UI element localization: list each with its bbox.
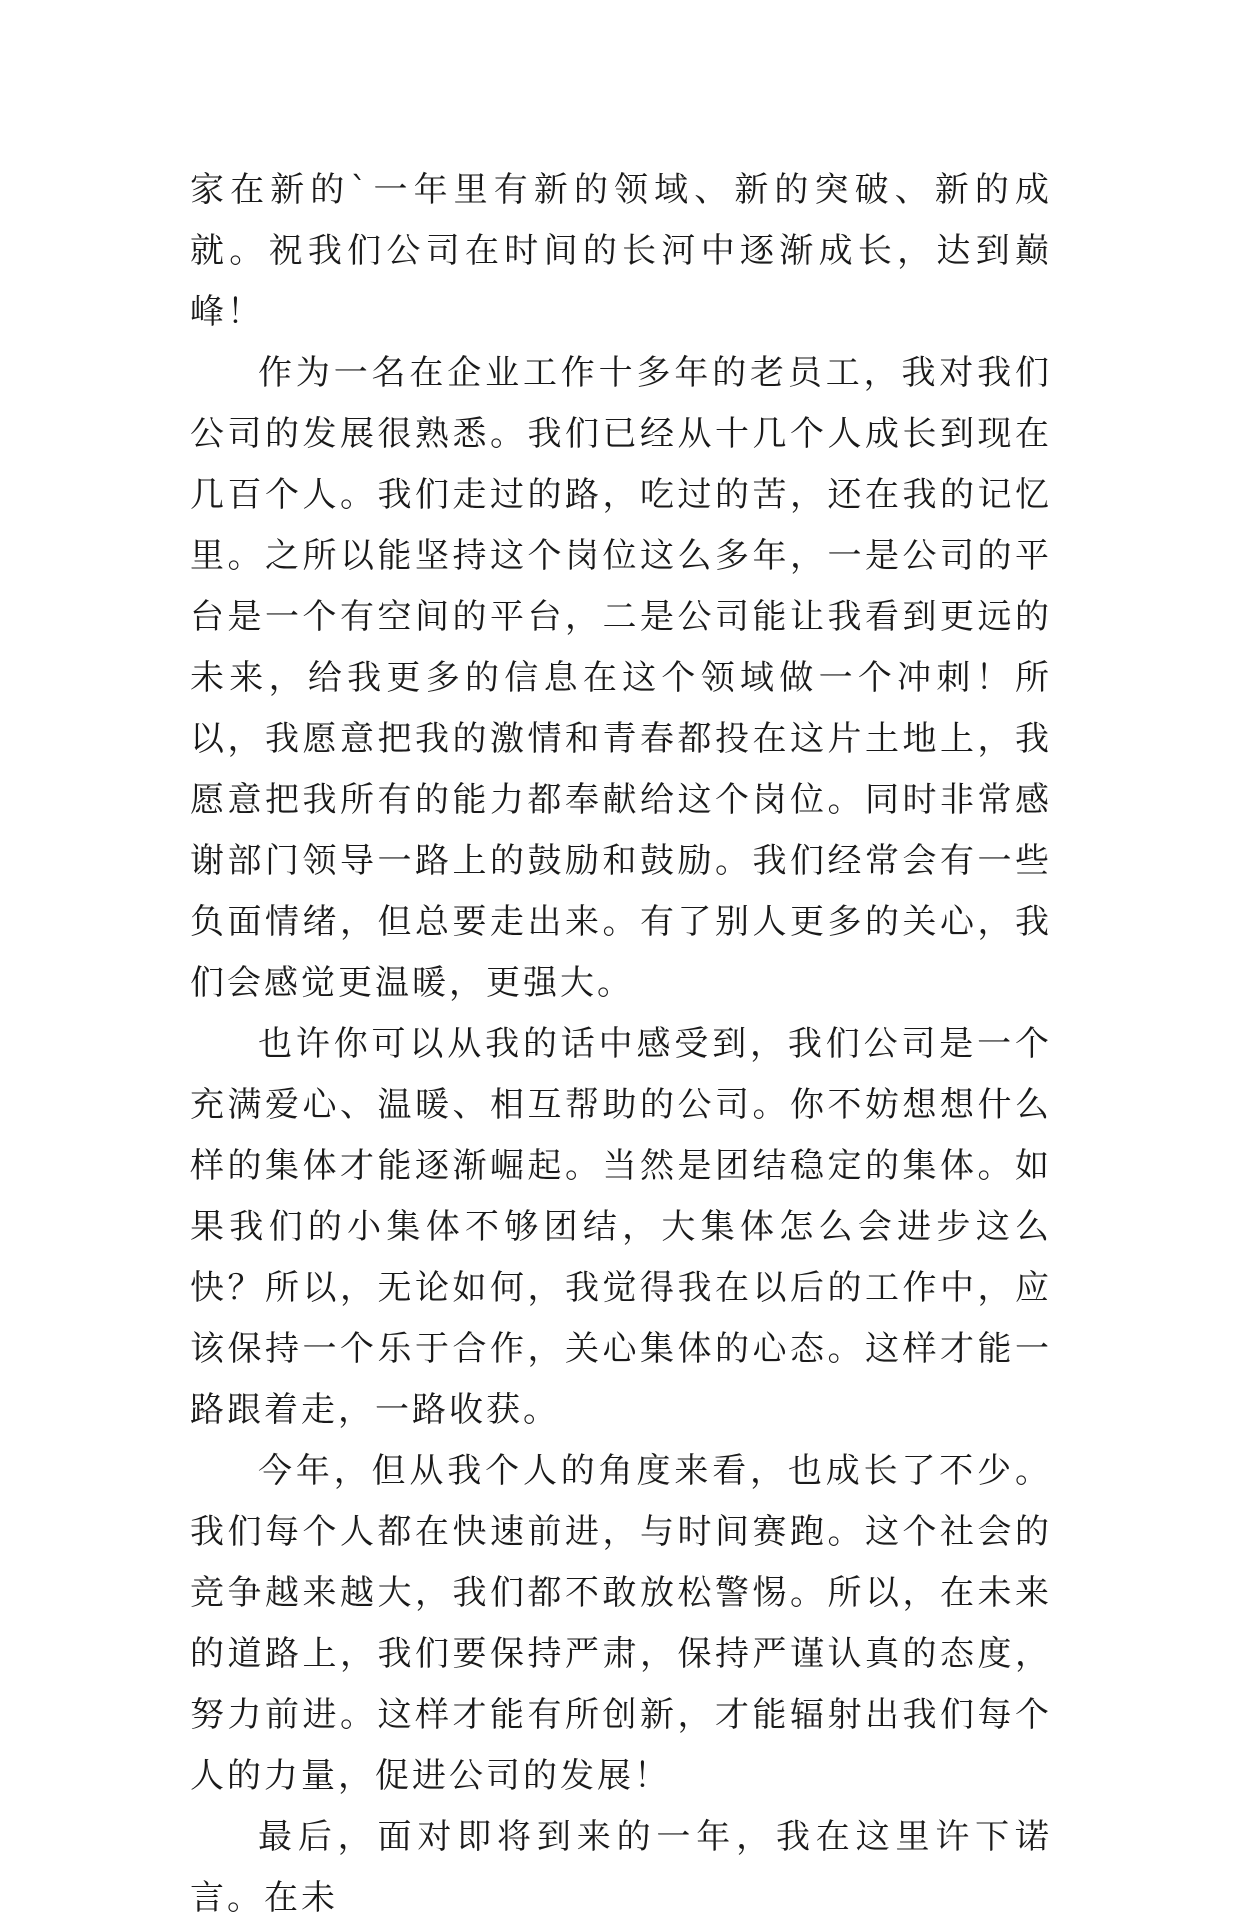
paragraph-1: 家在新的`一年里有新的领域、新的突破、新的成就。祝我们公司在时间的长河中逐渐成长，达到巅峰！ (190, 170, 1052, 332)
paragraph-4: 今年，但从我个人的角度来看，也成长了不少。我们每个人都在快速前进，与时间赛跑。这个社会的竞争越来越大，我们都不敢放松警惕。所以，在未来的道路上，我们要保持严肃，保持严谨认真的态度，努力前进。这样才能有所创新，才能辐射出我们每个人的力量，促进公司的发展！ (190, 1451, 1052, 1796)
document-body (190, 160, 1052, 1929)
paragraph-2: 作为一名在企业工作十多年的老员工，我对我们公司的发展很熟悉。我们已经从十几个人成长到现在几百个人。我们走过的路，吃过的苦，还在我的记忆里。之所以能坚持这个岗位这么多年，一是公司的平台是一个有空间的平台，二是公司能让我看到更远的未来，给我更多的信息在这个领域做一个冲刺！所以，我愿意把我的激情和青春都投在这片土地上，我愿意把我所有的能力都奉献给这个岗位。同时非常感谢部门领导一路上的鼓励和鼓励。我们经常会有一些负面情绪，但总要走出来。有了别人更多的关心，我们会感觉更温暖，更强大。 (190, 353, 1052, 1003)
paragraph-3: 也许你可以从我的话中感受到，我们公司是一个充满爱心、温暖、相互帮助的公司。你不妨想想什么样的集体才能逐渐崛起。当然是团结稳定的集体。如果我们的小集体不够团结，大集体怎么会进步这么快？所以，无论如何，我觉得我在以后的工作中，应该保持一个乐于合作，关心集体的心态。这样才能一路跟着走，一路收获。 (190, 1024, 1052, 1430)
paragraph-5: 最后，面对即将到来的一年，我在这里许下诺言。在未 (190, 1817, 1052, 1918)
